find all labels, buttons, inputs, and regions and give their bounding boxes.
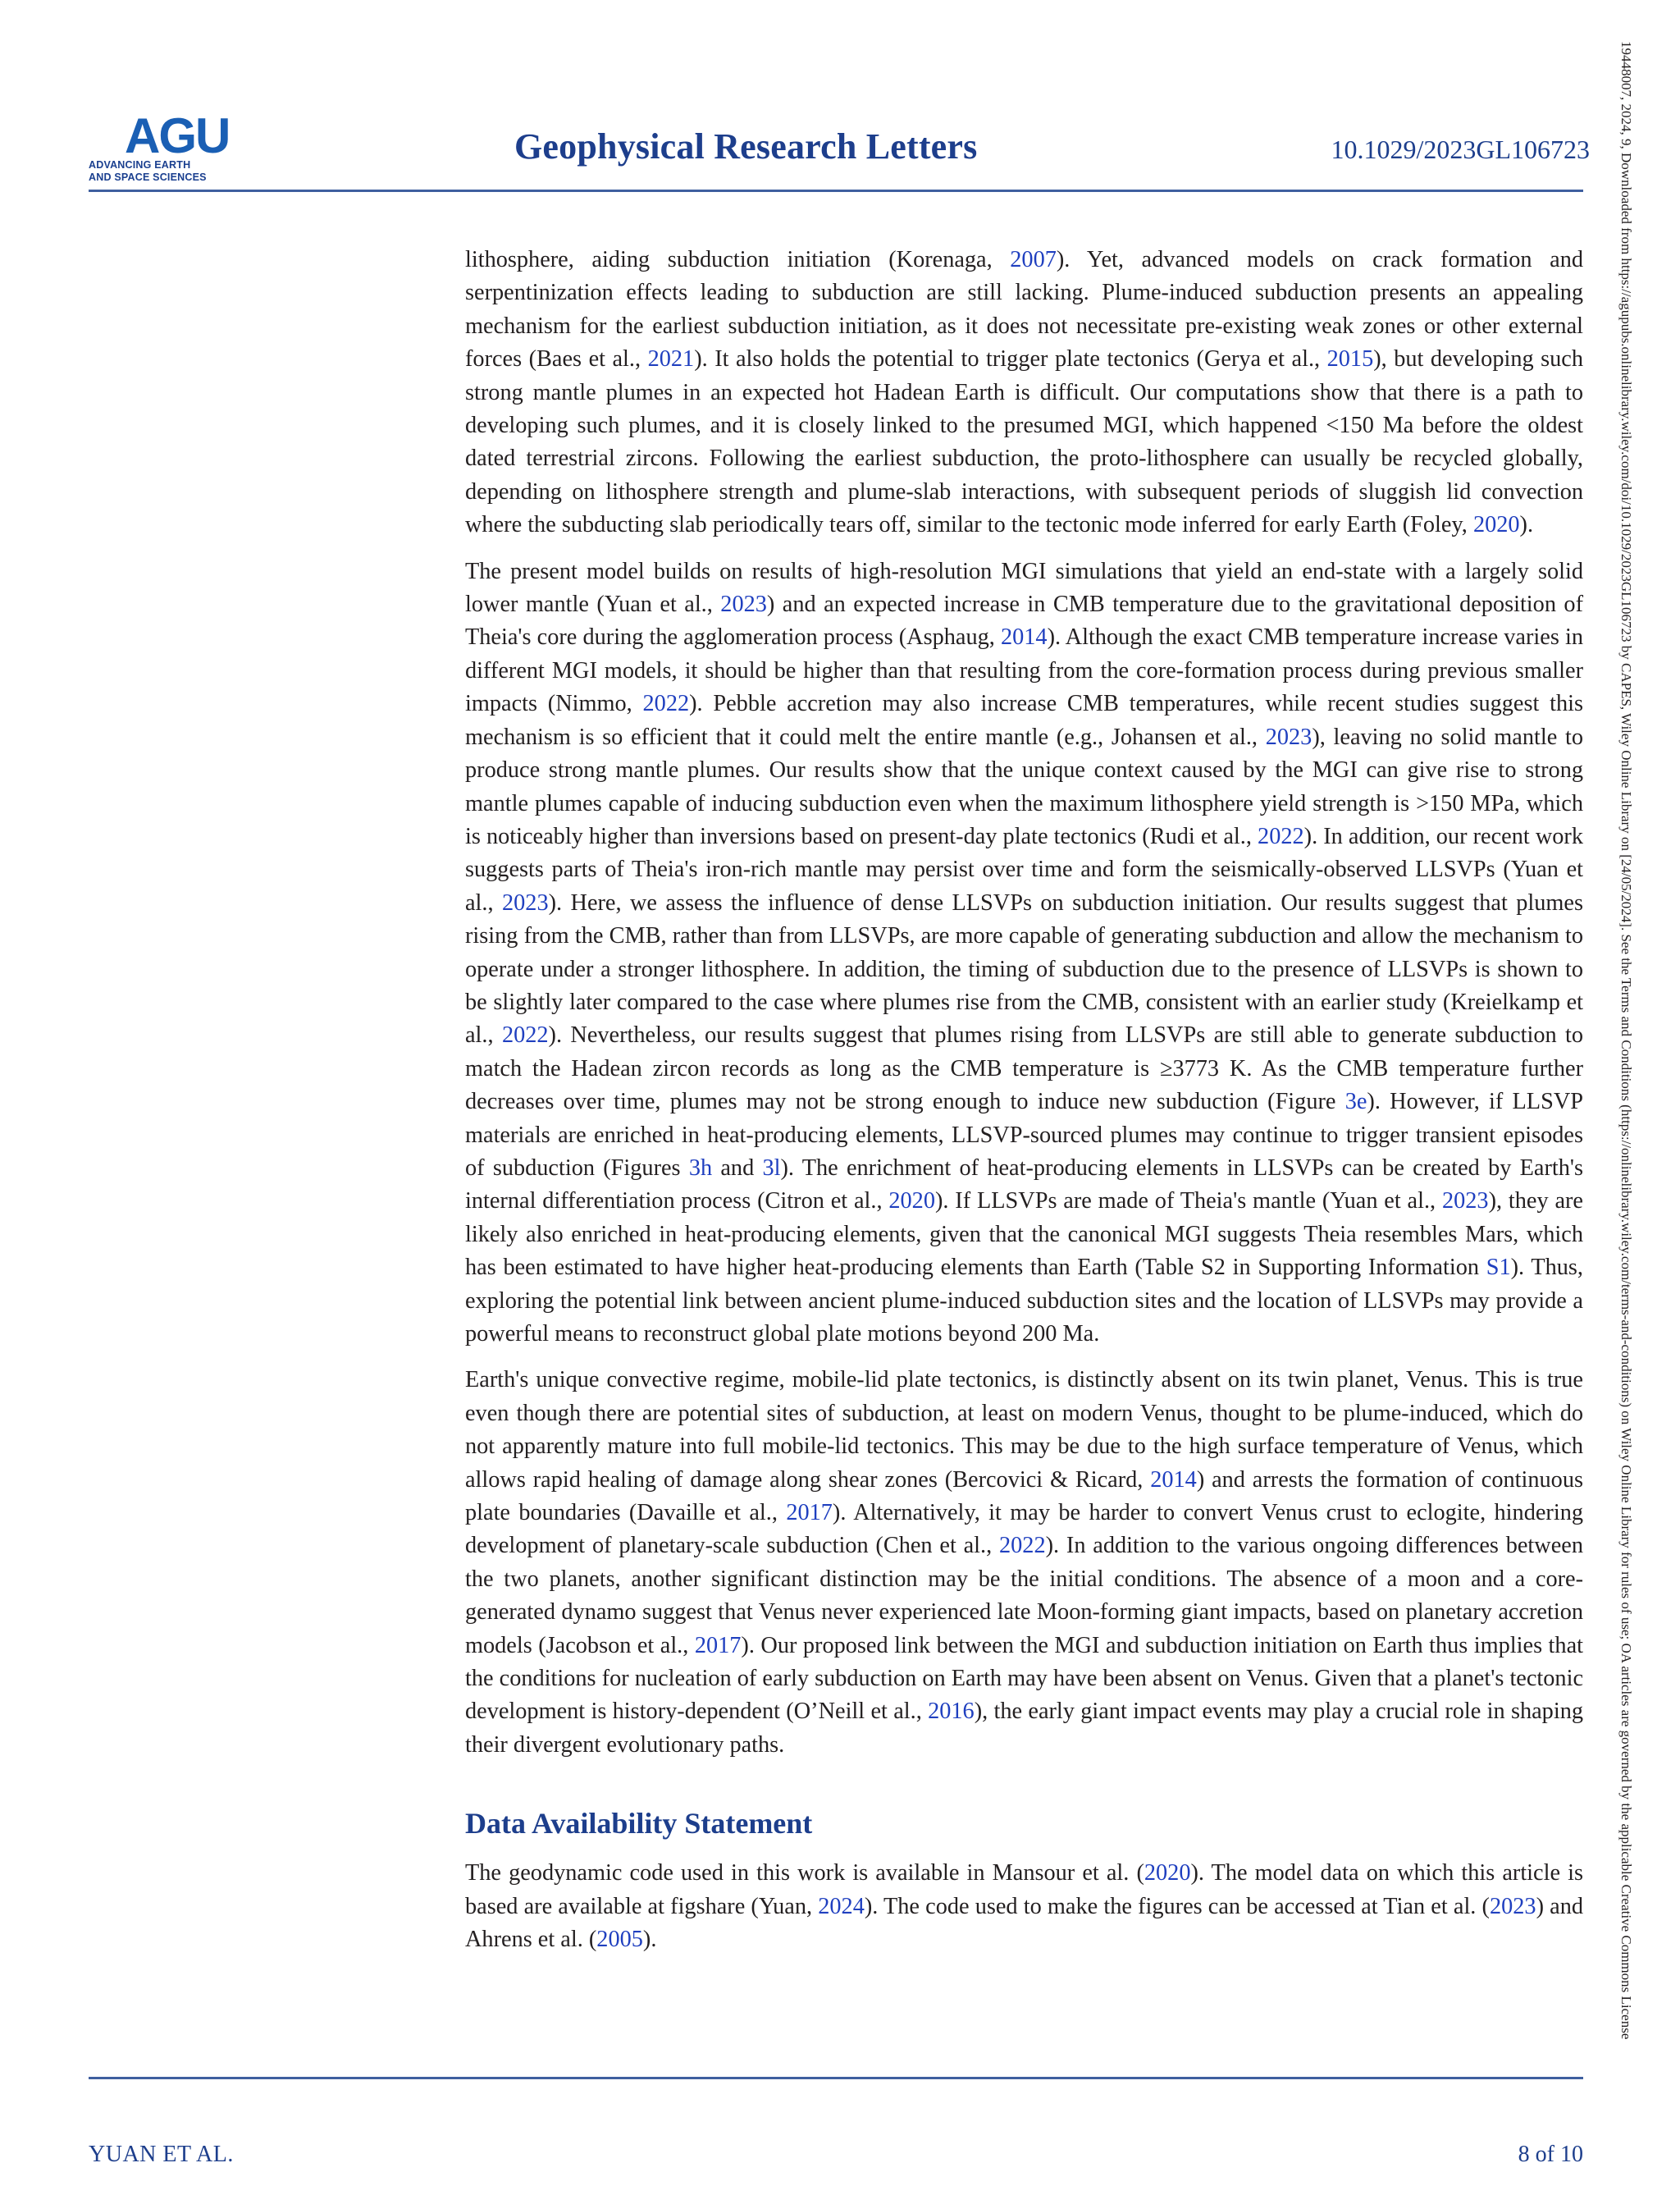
citation-link[interactable]: S1	[1486, 1255, 1511, 1281]
citation-link[interactable]: 2022	[642, 691, 690, 717]
body-text: ). Alternatively, it may be harder to convert Venus crust to eclogite, hindering development of planetary-scale subduction (Chen et al.,	[465, 1500, 1583, 1559]
journal-title: Geophysical Research Letters	[514, 126, 978, 167]
citation-link[interactable]: 2022	[501, 1022, 549, 1049]
citation-link[interactable]: 2023	[1441, 1188, 1489, 1214]
body-text: ), but developing such strong mantle plumes in an expected hot Hadean Earth is difficult. Our computations show that there is a path to developing such plumes, and it is closely linked to the presumed MGI, which happened <150 Ma before the oldest dated terrestrial zircons. Following the earliest subduction, the proto-lithosphere can usually be recycled globally, depending on lithosphere strength and plume-slab interactions, with subsequent periods of sluggish lid convection where the subducting slab periodically tears off, similar to the tectonic mode inferred for early Earth (Foley,	[465, 346, 1584, 538]
citation-link[interactable]: 2021	[647, 346, 695, 373]
body-text: ).	[642, 1927, 657, 1953]
citation-link[interactable]: 2017	[694, 1632, 742, 1658]
citation-link[interactable]: 2016	[928, 1699, 975, 1725]
body-text: ). The enrichment of heat-producing elements in LLSVPs can be created by Earth's internal differentiation process (Citron et al.,	[465, 1155, 1583, 1214]
agu-logo-subtitle-2: AND SPACE SCIENCES	[89, 171, 207, 183]
citation-link[interactable]: 2024	[818, 1893, 865, 1919]
citation-link[interactable]: 2014	[1150, 1466, 1197, 1493]
body-paragraph-2	[465, 556, 1583, 1351]
body-text: The geodynamic code used in this work is available in Mansour et al. (	[465, 1860, 1144, 1886]
citation-link[interactable]: 2022	[1258, 823, 1304, 849]
body-text: ), the early giant impact events may play a crucial role in shaping their divergent evolutionary paths.	[465, 1699, 1583, 1758]
footer-page-number: 8 of 10	[1518, 2142, 1583, 2167]
body-text: ), leaving no solid mantle to produce strong mantle plumes. Our results show that the unique context caused by the MGI can give rise to strong mantle plumes capable of inducing subduction even when the maximum lithosphere yield strength is >150 MPa, which is noticeably higher than inversions based on present-day plate tectonics (Rudi et al.,	[465, 724, 1583, 849]
citation-link[interactable]: 2014	[1000, 624, 1048, 651]
citation-link[interactable]: 2023	[1489, 1893, 1536, 1919]
body-text: ). Although the exact CMB temperature increase varies in different MGI models, it should be higher than that resulting from the core-formation process during previous smaller impacts (Nimmo,	[465, 624, 1583, 717]
citation-link[interactable]: 2005	[596, 1927, 643, 1953]
body-text: ). Thus, exploring the potential link between ancient plume-induced subduction sites and the location of LLSVPs may provide a powerful means to reconstruct global plate motions beyond 200 Ma.	[465, 1255, 1583, 1347]
body-text: The present model builds on results of high-resolution MGI simulations that yield an end-state with a largely solid lower mantle (Yuan et al.,	[465, 558, 1583, 618]
footer-authors: YUAN ET AL.	[89, 2142, 234, 2167]
body-text: ).	[1519, 512, 1534, 538]
article-body	[465, 244, 1583, 1970]
body-text: ). The model data on which this article is based are available at figshare (Yuan,	[465, 1860, 1584, 1919]
citation-link[interactable]: 3e	[1344, 1089, 1367, 1115]
side-download-notice	[1618, 41, 1646, 2174]
header-rule	[89, 190, 1583, 192]
section-heading-data-availability: Data Availability Statement	[465, 1807, 813, 1840]
citation-link[interactable]: 3l	[762, 1155, 781, 1181]
body-text: and	[712, 1155, 763, 1181]
agu-logo-subtitle-1: ADVANCING EARTH	[89, 159, 191, 171]
body-paragraph-3	[465, 1364, 1583, 1762]
body-text: ) and an expected increase in CMB temperature due to the gravitational deposition of Theia's core during the agglomeration process (Asphaug,	[465, 592, 1583, 651]
citation-link[interactable]: 2020	[888, 1188, 935, 1214]
body-text: ). In addition to the various ongoing differences between the two planets, another significant distinction may be the initial conditions. The absence of a moon and a core-generated dynamo suggest that Venus never experienced late Moon-forming giant impacts, based on planetary accretion models (Jacobson et al.,	[465, 1533, 1583, 1658]
body-text: ), they are likely also enriched in heat-producing elements, given that the canonical MGI suggests Theia resembles Mars, which has been estimated to have higher heat-producing elements than Earth (Table S2 in Supporting Information	[465, 1188, 1583, 1281]
data-availability-paragraph	[465, 1857, 1583, 1956]
doi[interactable]: 10.1029/2023GL106723	[1331, 135, 1590, 164]
body-text: lithosphere, aiding subduction initiation (Korenaga,	[465, 247, 1011, 272]
body-text: ). Here, we assess the influence of dense LLSVPs on subduction initiation. Our results suggest that plumes rising from the CMB, rather than from LLSVPs, are more capable of generating subduction and allow the mechanism to operate under a stronger lithosphere. In addition, the timing of subduction due to the presence of LLSVPs is shown to be slightly later compared to the case where plumes rise from the CMB, consistent with an earlier study (Kreielkamp et al.,	[465, 889, 1583, 1049]
body-text: ). Pebble accretion may also increase CMB temperatures, while recent studies suggest this mechanism is so efficient that it could melt the entire mantle (e.g., Johansen et al.,	[465, 691, 1583, 750]
body-text: ) and arrests the formation of continuous plate boundaries (Davaille et al.,	[465, 1466, 1583, 1526]
body-text: ) and Ahrens et al. (	[465, 1893, 1583, 1953]
body-text: ). If LLSVPs are made of Theia's mantle (Yuan et al.,	[934, 1188, 1442, 1214]
citation-link[interactable]: 3h	[688, 1155, 713, 1181]
body-text: Earth's unique convective regime, mobile-lid plate tectonics, is distinctly absent on its twin planet, Venus. This is true even though there are potential sites of subduction, at least on modern Venus, thought to be plume-induced, which do not apparently mature into full mobile-lid tectonics. This may be due to the high surface temperature of Venus, which allows rapid healing of damage along shear zones (Bercovici & Ricard,	[465, 1367, 1583, 1493]
body-text: ). In addition, our recent work suggests parts of Theia's iron-rich mantle may persist over time and form the seismically-observed LLSVPs (Yuan et al.,	[465, 823, 1583, 916]
agu-logo-mark	[89, 110, 244, 158]
body-text: ). The code used to make the figures can be accessed at Tian et al. (	[864, 1893, 1490, 1919]
body-text: ). Yet, advanced models on crack formation and serpentinization effects leading to subduction are still lacking. Plume-induced subduction presents an appealing mechanism for the earliest subduction initiation, as it does not necessitate pre-existing weak zones or other external forces (Baes et al.,	[465, 247, 1584, 373]
agu-logo	[89, 110, 244, 185]
citation-link[interactable]: 2017	[786, 1500, 833, 1526]
citation-link[interactable]: 2023	[1265, 724, 1312, 750]
body-text: ). It also holds the potential to trigger plate tectonics (Gerya et al.,	[694, 346, 1327, 373]
citation-link[interactable]: 2007	[1010, 247, 1057, 272]
body-text: ). Our proposed link between the MGI and subduction initiation on Earth thus implies that the conditions for nucleation of early subduction on Earth may have been absent on Venus. Given that a planet's tectonic development is history-dependent (O’Neill et al.,	[465, 1632, 1583, 1725]
agu-logo-letters: AGU	[125, 110, 230, 158]
body-paragraph-1	[465, 244, 1583, 542]
citation-link[interactable]: 2023	[720, 592, 767, 618]
citation-link[interactable]: 2015	[1326, 346, 1374, 373]
citation-link[interactable]: 2020	[1472, 512, 1520, 538]
citation-link[interactable]: 2023	[502, 889, 549, 916]
side-download-text: 19448007, 2024, 9, Downloaded from https://agupubs.onlinelibrary.wiley.com/doi/10.1029/2023GL106723 by CAPES, Wiley Online Library on [24/05/2024]. See the Terms and Conditions (https://onlinelibrary.wiley.com/terms-and-conditions) on Wiley Online Library for rules of use; OA articles are governed by the applicable Creative Commons License	[1618, 41, 1634, 2040]
citation-link[interactable]: 2020	[1144, 1860, 1191, 1886]
citation-link[interactable]: 2022	[999, 1533, 1046, 1559]
body-text: ). Nevertheless, our results suggest that plumes rising from LLSVPs are still able to generate subduction to match the Hadean zircon records as long as the CMB temperature is ≥3773 K. As the CMB temperature further decreases over time, plumes may not be strong enough to induce new subduction (Figure	[465, 1022, 1583, 1115]
body-text: ). However, if LLSVP materials are enriched in heat-producing elements, LLSVP-sourced plumes may continue to trigger transient episodes of subduction (Figures	[465, 1089, 1584, 1181]
footer-rule	[89, 2077, 1583, 2079]
